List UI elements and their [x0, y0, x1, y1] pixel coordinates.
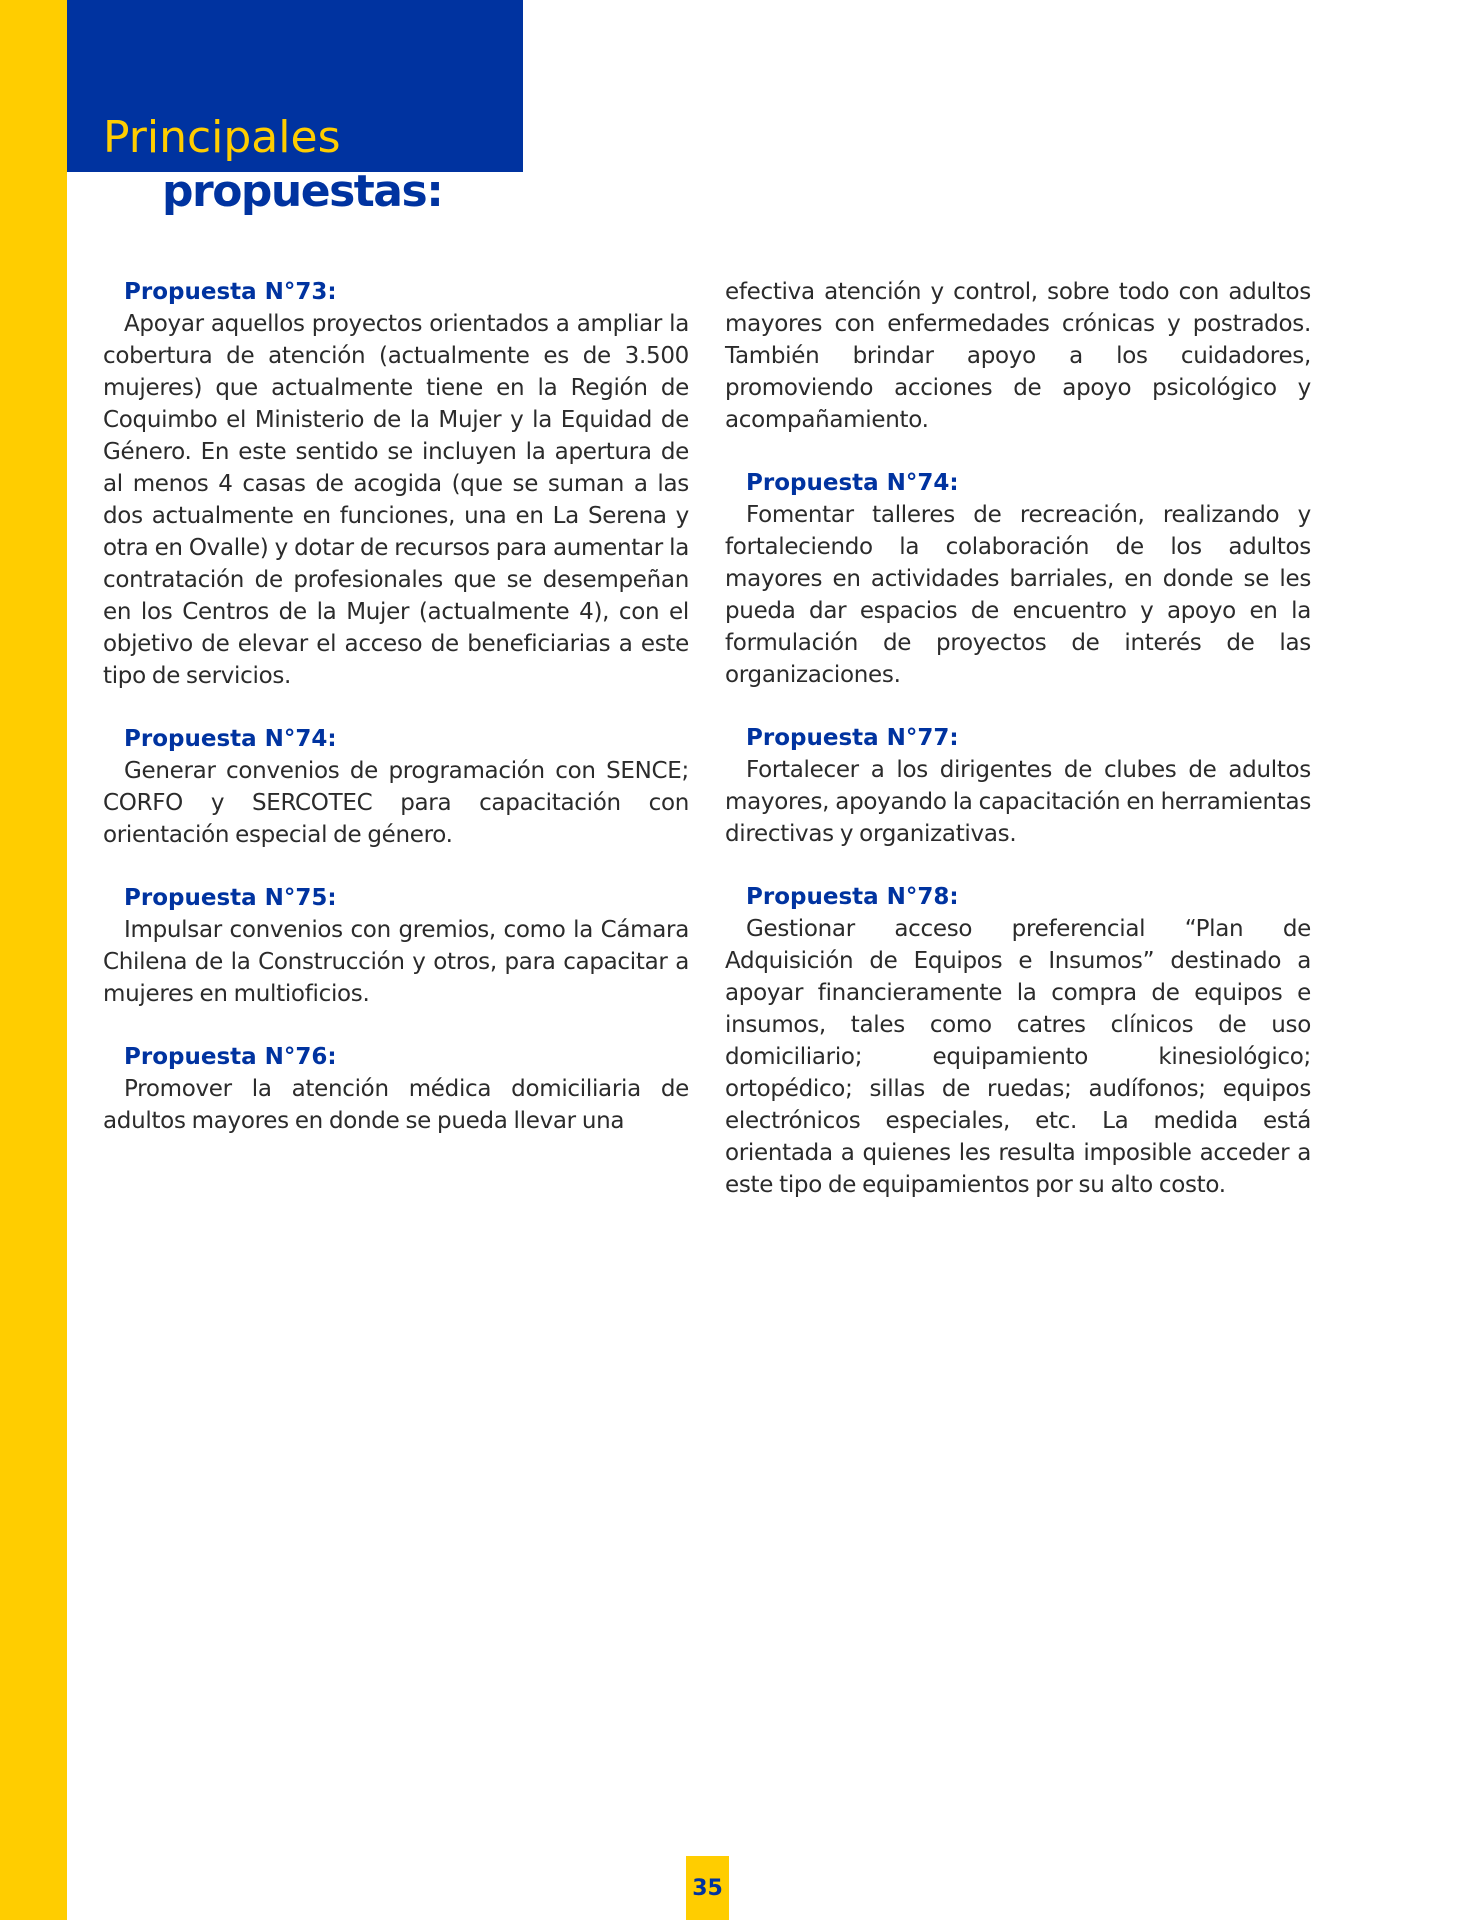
proposal-76-continuation: efectiva atención y control, sobre todo con adultos mayores con enfermedades crónicas y postrados. También brindar apoyo a los cuidadores, promoviendo acciones de apoyo psicológico y acompañamiento. — [725, 279, 1311, 433]
proposal-body: Gestionar acceso preferencial “Plan de Adquisición de Equipos e Insumos” destinado a apoyar financieramente la compra de equipos e insumos, tales como catres clínicos de uso domiciliario; equipamiento kinesiológico; ortopédico; sillas de ruedas; audífonos; equipos electrónicos especiales, etc. La medida está orientada a quienes les resulta imposible acceder a este tipo de equipamientos por su alto costo. — [725, 916, 1311, 1198]
page-number-tab — [686, 1856, 729, 1920]
proposal-title: Propuesta N°74: — [124, 726, 337, 752]
yellow-side-bar — [0, 0, 67, 1920]
right-column — [725, 276, 1311, 1232]
proposal-77 — [725, 722, 1311, 850]
page-title-line2: propuestas: — [162, 166, 443, 217]
proposal-title: Propuesta N°78: — [746, 884, 959, 910]
proposal-title: Propuesta N°77: — [746, 725, 959, 751]
proposal-76 — [103, 1041, 689, 1137]
proposal-body: Impulsar convenios con gremios, como la Cámara Chilena de la Construcción y otros, para capacitar a mujeres en multioficios. — [103, 917, 689, 1007]
proposal-74 — [103, 723, 689, 851]
proposal-body: Apoyar aquellos proyectos orientados a ampliar la cobertura de atención (actualmente es de 3.500 mujeres) que actualmente tiene en la Región de Coquimbo el Ministerio de la Mujer y la Equidad de Género. En este sentido se incluyen la apertura de al menos 4 casas de acogida (que se suman a las dos actualmente en funciones, una en La Serena y otra en Ovalle) y dotar de recursos para aumentar la contratación de profesionales que se desempeñan en los Centros de la Mujer (actualmente 4), con el objetivo de elevar el acceso de beneficiarias a este tipo de servicios. — [103, 311, 689, 689]
proposal-75 — [103, 882, 689, 1010]
proposal-73 — [103, 276, 689, 692]
proposal-74-b — [725, 467, 1311, 691]
proposal-title: Propuesta N°73: — [124, 279, 337, 305]
proposal-title: Propuesta N°75: — [124, 885, 337, 911]
proposal-title: Propuesta N°76: — [124, 1044, 337, 1070]
proposal-body: Promover la atención médica domiciliaria de adultos mayores en donde se pueda llevar una — [103, 1076, 689, 1134]
proposal-title: Propuesta N°74: — [746, 470, 959, 496]
proposal-body: Generar convenios de programación con SENCE; CORFO y SERCOTEC para capacitación con orientación especial de género. — [103, 758, 689, 848]
proposal-body: Fomentar talleres de recreación, realizando y fortaleciendo la colaboración de los adultos mayores en actividades barriales, en donde se les pueda dar espacios de encuentro y apoyo en la formulación de proyectos de interés de las organizaciones. — [725, 502, 1311, 688]
left-column — [103, 276, 689, 1168]
page-number: 35 — [692, 1875, 723, 1901]
proposal-body: Fortalecer a los dirigentes de clubes de adultos mayores, apoyando la capacitación en herramientas directivas y organizativas. — [725, 757, 1311, 847]
proposal-78 — [725, 881, 1311, 1201]
page-title-line1: Principales — [103, 112, 341, 163]
